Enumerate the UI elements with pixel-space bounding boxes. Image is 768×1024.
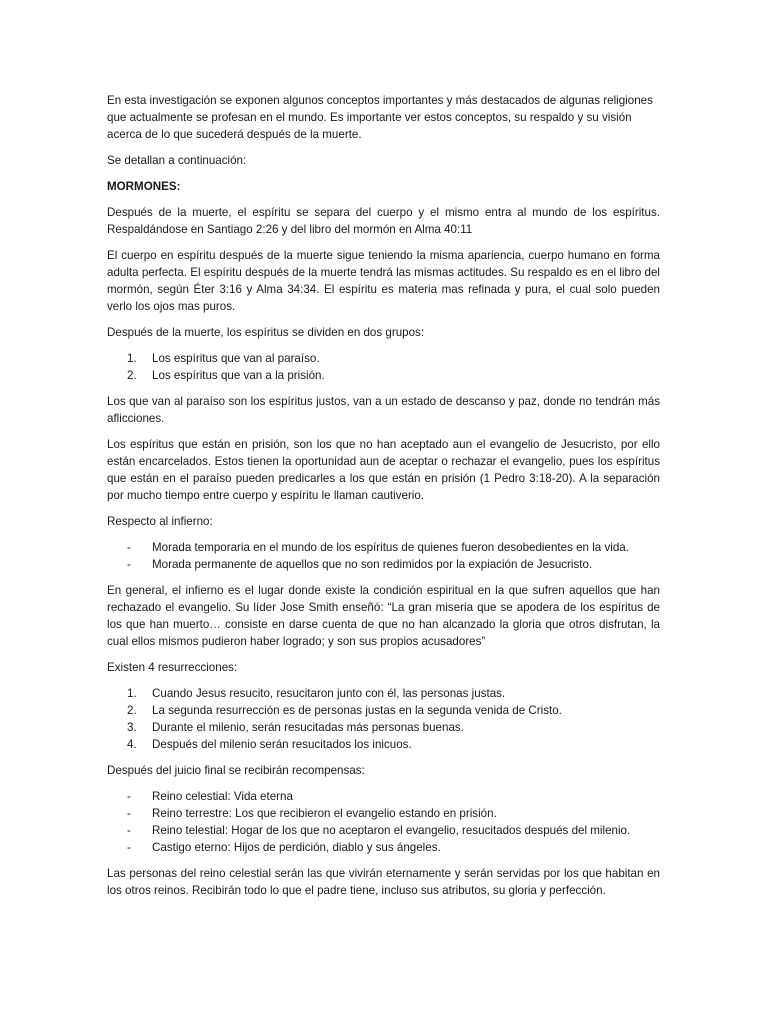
section-heading: MORMONES: xyxy=(107,180,181,193)
list-marker: 4. xyxy=(127,738,137,751)
list-marker: - xyxy=(127,824,131,837)
list-item-text: La segunda resurrección es de personas justas en la segunda venida de Cristo. xyxy=(152,704,562,717)
bullet-list-rewards xyxy=(107,788,660,856)
paragraph-spirit-separation: Después de la muerte, el espíritu se separa del cuerpo y el mismo entra al mundo de los espíritus. Respaldándose en Santiago 2:26 y del libro del mormón en Alma 40:11 xyxy=(107,206,660,236)
detail-intro-paragraph: Se detallan a continuación: xyxy=(107,154,247,167)
list-marker: 1. xyxy=(127,352,137,365)
paragraph-hell-intro: Respecto al infierno: xyxy=(107,515,213,528)
paragraph-two-groups: Después de la muerte, los espíritus se dividen en dos grupos: xyxy=(107,326,425,339)
document-page xyxy=(107,92,660,908)
bullet-list-hell xyxy=(107,539,660,573)
intro-paragraph: En esta investigación se exponen algunos conceptos importantes y más destacados de algunas religiones que actualmente se profesan en el mundo. Es importante ver estos conceptos, su respaldo y su visión acerca de lo que sucederá después de la muerte. xyxy=(107,94,653,141)
paragraph-paradise: Los que van al paraíso son los espíritus justos, van a un estado de descanso y paz, donde no tendrán más aflicciones. xyxy=(107,395,660,425)
list-item-text: Morada temporaria en el mundo de los espíritus de quienes fueron desobedientes en la vida. xyxy=(152,541,629,554)
list-item-text: Reino terrestre: Los que recibieron el evangelio estando en prisión. xyxy=(152,807,497,820)
list-item-text: Reino telestial: Hogar de los que no aceptaron el evangelio, resucitados después del milenio. xyxy=(152,824,631,837)
list-item xyxy=(107,719,660,736)
list-item xyxy=(107,350,660,367)
list-item xyxy=(107,702,660,719)
list-marker: 2. xyxy=(127,704,137,717)
list-item-text: Morada permanente de aquellos que no son redimidos por la expiación de Jesucristo. xyxy=(152,558,593,571)
list-item-text: Reino celestial: Vida eterna xyxy=(152,790,293,803)
list-item xyxy=(107,736,660,753)
list-item-text: Después del milenio serán resucitados los inicuos. xyxy=(152,738,412,751)
paragraph-spirit-appearance: El cuerpo en espíritu después de la muerte sigue teniendo la misma apariencia, cuerpo humano en forma adulta perfecta. El espíritu después de la muerte tendrá las mismas actitudes. Su respaldo es en el libro del mormón, según Éter 3:16 y Alma 34:34. El espíritu es materia mas refinada y pura, el cual solo pueden verlo los ojos mas puros. xyxy=(107,249,660,313)
paragraph-celestial-kingdom: Las personas del reino celestial serán las que vivirán eternamente y serán servidas por los que habitan en los otros reinos. Recibirán todo lo que el padre tiene, incluso sus atributos, su gloria y perfección. xyxy=(107,867,660,897)
list-marker: - xyxy=(127,558,131,571)
list-marker: 2. xyxy=(127,369,137,382)
list-item-text: Castigo eterno: Hijos de perdición, diablo y sus ángeles. xyxy=(152,841,441,854)
list-marker: - xyxy=(127,807,131,820)
list-item xyxy=(107,839,660,856)
list-item xyxy=(107,805,660,822)
list-item xyxy=(107,685,660,702)
list-marker: - xyxy=(127,841,131,854)
list-marker: 1. xyxy=(127,687,137,700)
paragraph-rewards-intro: Después del juicio final se recibirán recompensas: xyxy=(107,764,365,777)
paragraph-prison: Los espíritus que están en prisión, son los que no han aceptado aun el evangelio de Jesucristo, por ello están encarcelados. Estos tienen la oportunidad aun de aceptar o rechazar el evangelio, pues los espíritus que están en el paraíso pueden predicarles a los que están en prisión (1 Pedro 3:18-20). A la separación por mucho tiempo entre cuerpo y espíritu le llaman cautiverio. xyxy=(107,438,660,502)
list-marker: - xyxy=(127,790,131,803)
list-item-text: Los espíritus que van al paraíso. xyxy=(152,352,320,365)
list-item xyxy=(107,788,660,805)
list-marker: 3. xyxy=(127,721,137,734)
list-marker: - xyxy=(127,541,131,554)
list-item-text: Los espíritus que van a la prisión. xyxy=(152,369,325,382)
list-item-text: Durante el milenio, serán resucitadas más personas buenas. xyxy=(152,721,464,734)
paragraph-resurrections-intro: Existen 4 resurrecciones: xyxy=(107,661,238,674)
numbered-list-groups xyxy=(107,350,660,384)
list-item xyxy=(107,367,660,384)
numbered-list-resurrections xyxy=(107,685,660,753)
list-item xyxy=(107,556,660,573)
paragraph-hell-general: En general, el infierno es el lugar donde existe la condición espiritual en la que sufren aquellos que han rechazado el evangelio. Su líder Jose Smith enseñó: “La gran miseria que se apodera de los espíritus de los que han muerto… consiste en darse cuenta de que no han alcanzado la gloria que otros disfrutan, la cual ellos mismos pudieron haber logrado; y son sus propios acusadores” xyxy=(107,584,660,648)
list-item-text: Cuando Jesus resucito, resucitaron junto con él, las personas justas. xyxy=(152,687,506,700)
list-item xyxy=(107,822,660,839)
list-item xyxy=(107,539,660,556)
